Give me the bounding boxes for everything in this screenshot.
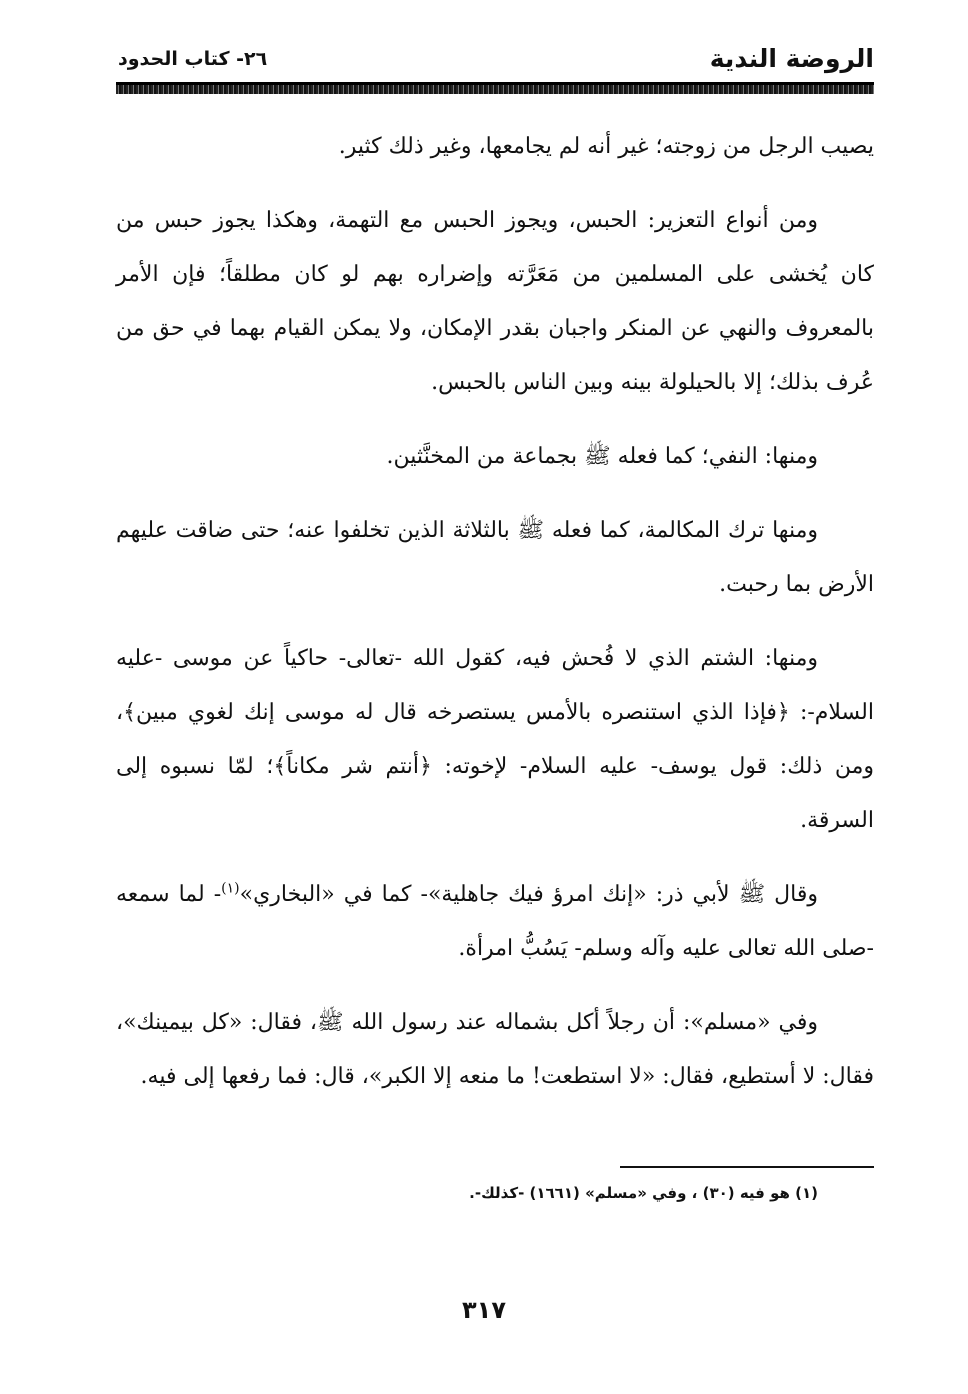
paragraph-abu-dhar-part2: - لما سمعه -صلى الله تعالى عليه وآله وسلم- يَسُبُّ امرأة. — [116, 882, 874, 961]
main-text — [116, 120, 874, 1124]
footnote: (١) هو فيه (٣٠) ، وفي «مسلم» (١٦٦١) -كذلك-. — [469, 1184, 818, 1202]
paragraph-abu-dhar-part1: وقال ﷺ لأبي ذر: «إنك امرؤ فيك جاهلية»- كما في «البخاري» — [239, 882, 818, 907]
paragraph-continuation: يصيب الرجل من زوجته؛ غير أنه لم يجامعها، وغير ذلك كثير. — [338, 134, 874, 159]
paragraph-exile: ومنها: النفي؛ كما فعله ﷺ بجماعة من المخنَّثين. — [386, 444, 818, 469]
paragraph-muslim-hadith: وفي «مسلم»: أن رجلاً أكل بشماله عند رسول الله ﷺ، فقال: «كل بيمينك»، فقال: لا أستطيع، فقال: «لا استطعت! ما منعه إلا الكبر»، قال: فما رفعها إلى فيه. — [116, 1010, 874, 1089]
book-title: الروضة الندية — [709, 44, 874, 73]
page-header — [118, 38, 874, 78]
header-rule — [116, 82, 874, 94]
paragraph-abu-dhar — [116, 868, 874, 976]
paragraph-boycott: ومنها ترك المكالمة، كما فعله ﷺ بالثلاثة الذين تخلفوا عنه؛ حتى ضاقت عليهم الأرض بما رحبت. — [116, 518, 874, 597]
footnote-rule — [620, 1166, 874, 1168]
footnote-reference: (١) — [221, 880, 240, 897]
page-number: ٣١٧ — [462, 1296, 506, 1324]
paragraph-imprisonment: ومن أنواع التعزير: الحبس، ويجوز الحبس مع التهمة، وهكذا يجوز حبس من كان يُخشى على المسلمين من مَعَرَّته وإضراره بهم لو كان مطلقاً؛ فإن الأمر بالمعروف والنهي عن المنكر واجبان بقدر الإمكان، ولا يمكن القيام بهما في حق من عُرف بذلك؛ إلا بالحيلولة بينه وبين الناس بالحبس. — [116, 208, 874, 395]
paragraph-reproach: ومنها: الشتم الذي لا فُحش فيه، كقول الله -تعالى- حاكياً عن موسى -عليه السلام-: ﴿فإذا الذي استنصره بالأمس يستصرخه قال له موسى إنك لغوي مبين﴾، ومن ذلك: قول يوسف- عليه السلام- لإخوته: ﴿أنتم شر مكاناً﴾؛ لمّا نسبوه إلى السرقة. — [116, 646, 874, 833]
chapter-title: ٢٦- كتاب الحدود — [118, 48, 268, 70]
